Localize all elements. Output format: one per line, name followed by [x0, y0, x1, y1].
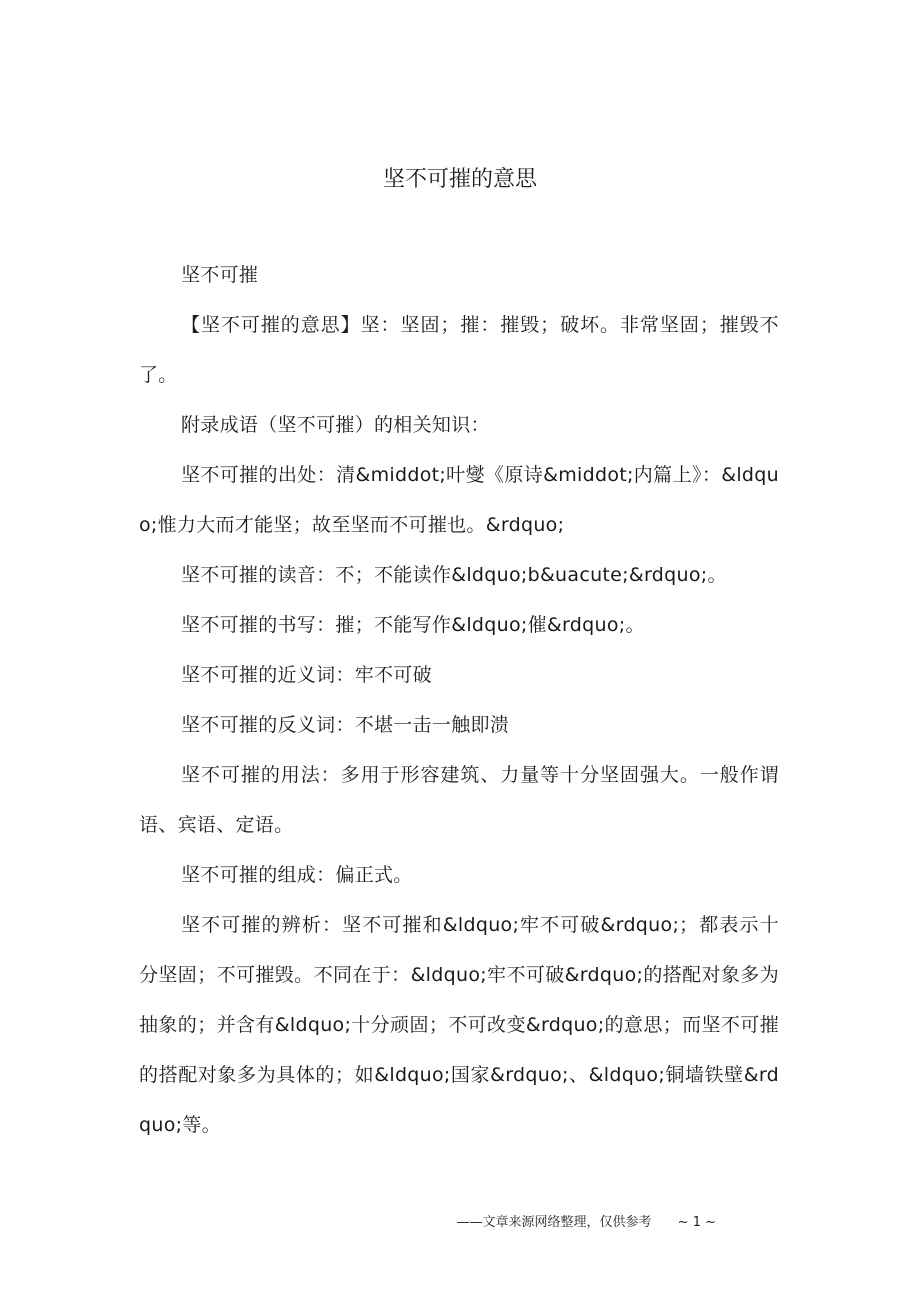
paragraph-origin: 坚不可摧的出处：清&middot;叶燮《原诗&middot;内篇上》：&ldquo;惟力大而才能坚；故至坚而不可摧也。&rdquo; [139, 464, 779, 536]
document-body [139, 250, 779, 1150]
paragraph-appendix-intro: 附录成语（坚不可摧）的相关知识： [181, 414, 490, 436]
paragraph-meaning: 【坚不可摧的意思】坚：坚固；摧：摧毁；破坏。非常坚固；摧毁不了。 [139, 314, 779, 386]
page-title: 坚不可摧的意思 [382, 167, 537, 192]
paragraph-usage: 坚不可摧的用法：多用于形容建筑、力量等十分坚固强大。一般作谓语、宾语、定语。 [139, 764, 779, 836]
page-number: ~ 1 ~ [677, 1215, 716, 1230]
paragraph-pronunciation: 坚不可摧的读音：不；不能读作&ldquo;b&uacute;&rdquo;。 [181, 564, 727, 586]
paragraph-analysis: 坚不可摧的辨析：坚不可摧和&ldquo;牢不可破&rdquo;；都表示十分坚固；不可摧毁。不同在于：&ldquo;牢不可破&rdquo;的搭配对象多为抽象的；并含有&ldquo;十分顽固；不可改变&rdquo;的意思；而坚不可摧的搭配对象多为具体的；如&ldquo;国家&rdquo;、&ldquo;铜墙铁壁&rdquo;等。 [139, 914, 779, 1136]
page-footer [457, 1213, 716, 1233]
paragraph-composition: 坚不可摧的组成：偏正式。 [181, 864, 413, 886]
paragraph-heading-idiom: 坚不可摧 [181, 264, 259, 286]
paragraph-antonym: 坚不可摧的反义词：不堪一击一触即溃 [181, 714, 510, 736]
paragraph-writing: 坚不可摧的书写：摧；不能写作&ldquo;催&rdquo;。 [181, 614, 645, 636]
paragraph-synonym: 坚不可摧的近义词：牢不可破 [181, 664, 432, 686]
footer-source-note: ——文章来源网络整理，仅供参考 [456, 1215, 652, 1230]
